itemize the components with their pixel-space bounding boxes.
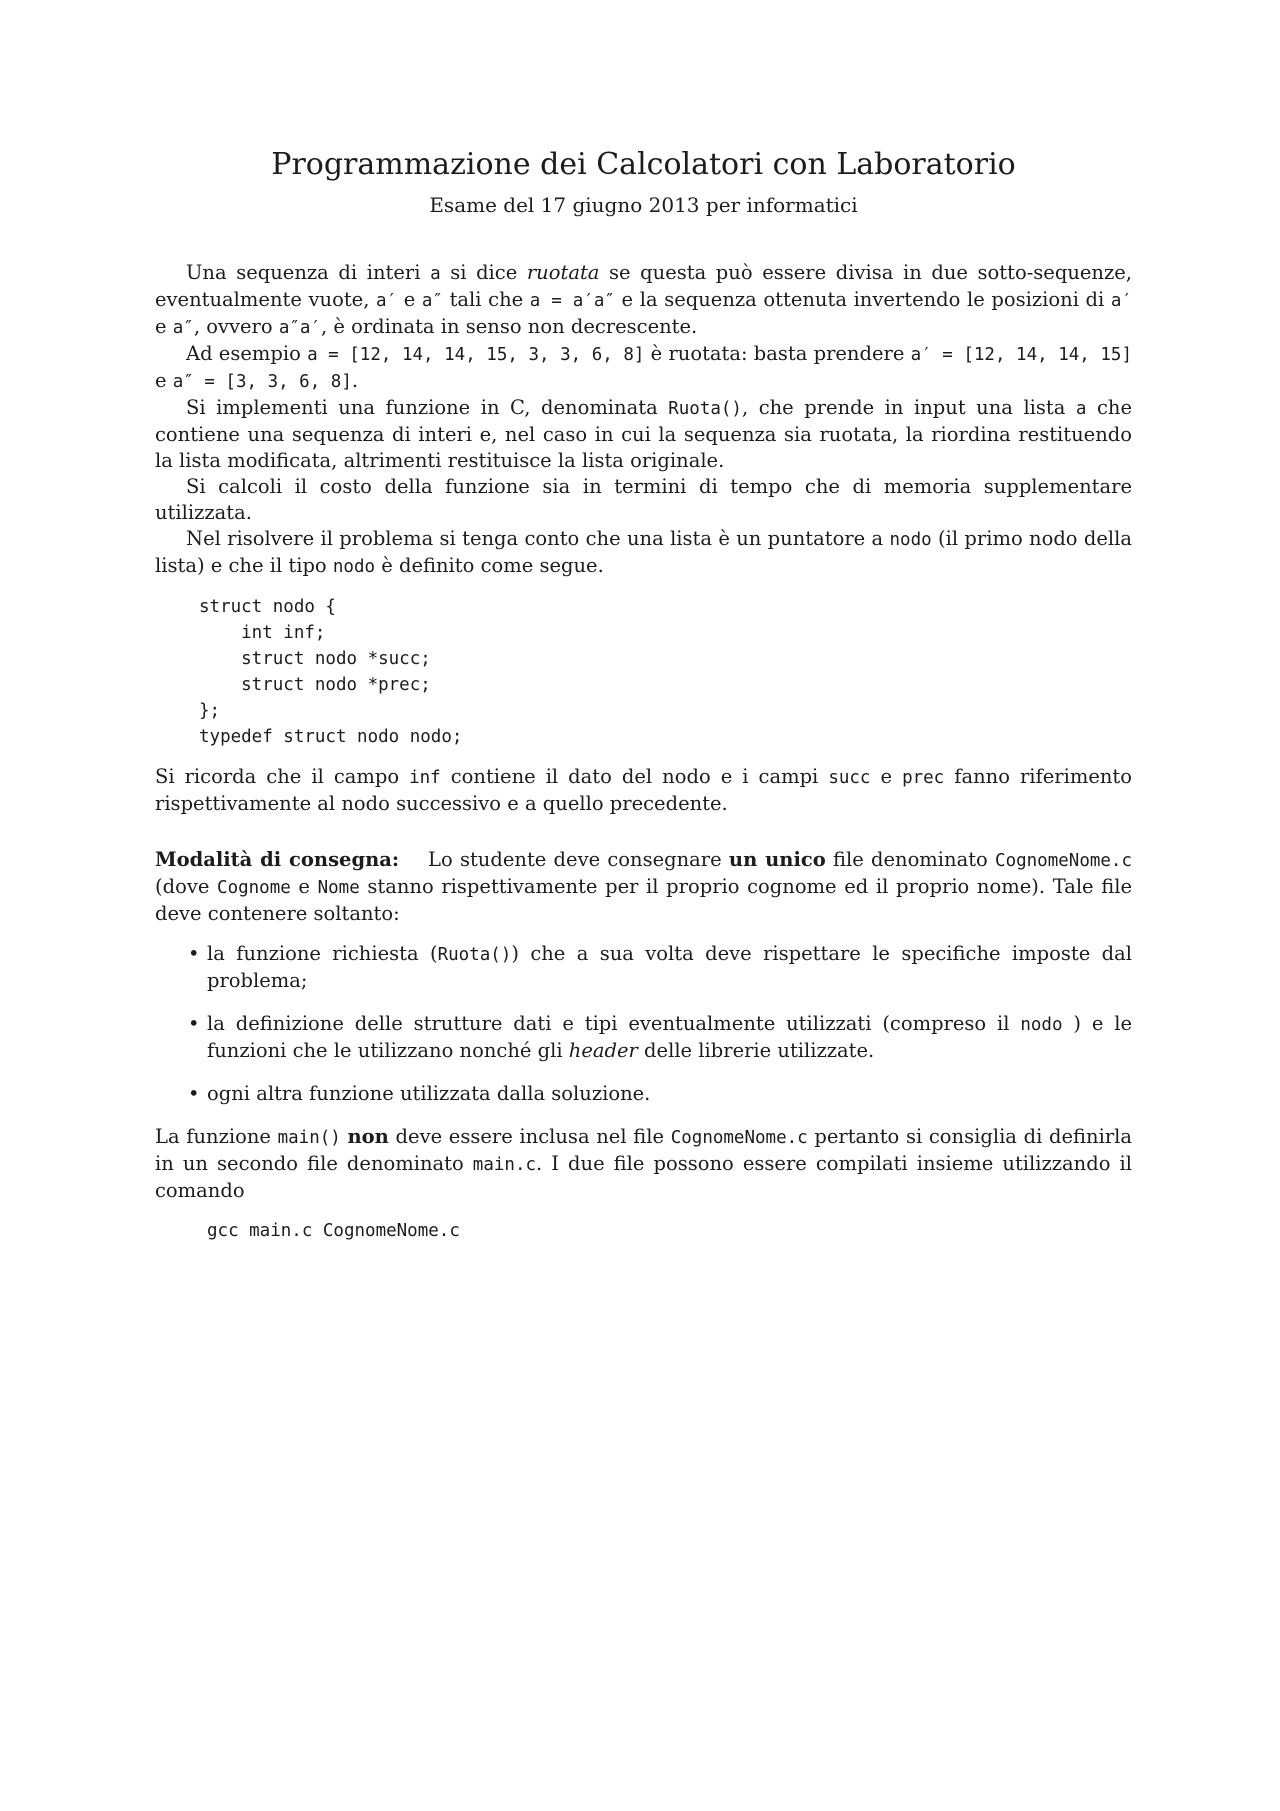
text: Una sequenza di interi [186,261,431,284]
code-main-file: main.c [472,1155,537,1175]
text: stanno rispettivamente per il proprio cognome ed il proprio nome). Tale file deve contenere soltanto: [155,875,1133,925]
code-function-name: Ruota() [437,945,512,965]
text: e [870,765,903,788]
list-item [155,1011,1132,1064]
text: (il primo nodo della lista) e che il tipo [155,527,1133,577]
code-filename: CognomeNome.c [670,1128,808,1148]
emphasis-header: header [568,1039,638,1062]
paragraph-fields [155,764,1132,817]
text: e la sequenza ottenuta invertendo le posizioni di [614,288,1111,311]
math-example-a-second: a″ = [3, 3, 6, 8] [172,372,352,392]
code-filename: CognomeNome.c [995,851,1132,871]
math-example-a: a = [12, 14, 14, 15, 3, 3, 6, 8] [307,345,645,365]
section-heading: Modalità di consegna: [155,848,400,871]
bold-text: non [347,1125,389,1148]
struct-code-block [199,594,1132,750]
math-example-a-prime: a′ = [12, 14, 14, 15] [910,345,1132,365]
code-var-a-prime: a′ [1110,291,1132,311]
list-item [155,941,1132,994]
list-item [155,1081,1132,1107]
requirements-list [155,941,1132,1107]
code-field-prec: prec [902,768,945,788]
text: Lo studente deve consegnare [428,848,729,871]
code-var-a-second: a″ [421,291,443,311]
compile-command: gcc main.c CognomeNome.c [207,1221,460,1241]
code-type-nodo: nodo [1020,1015,1063,1035]
code-type-nodo: nodo [332,557,376,577]
paragraph-delivery [155,847,1132,927]
paragraph-task [155,395,1132,474]
text: file denominato [825,848,996,871]
text: Ad esempio [186,342,308,365]
code-main: main() [277,1128,341,1148]
paragraph-list-def [155,526,1132,580]
emphasis-ruotata: ruotata [526,261,600,284]
text: Si ricorda che il campo [155,765,410,788]
text: e [290,875,318,898]
text: si dice [440,261,527,284]
code-var-a-second: a″ [172,318,194,338]
code-var-a-prime: a′ [376,291,398,311]
text: Nel risolvere il problema si tenga conto che una lista è un puntatore a [186,527,890,550]
code-var-a: a [1075,399,1087,419]
delivery-section [155,847,1132,1244]
text: tali che [442,288,530,311]
code-type-nodo: nodo [889,530,932,550]
text: La funzione [155,1125,278,1148]
code-field-inf: inf [409,768,441,788]
code-field-succ: succ [828,768,871,788]
document-subtitle: Esame del 17 giugno 2013 per informatici [429,193,858,217]
text: è ruotata: basta prendere [644,342,911,365]
text: . I due file possono essere compilati insieme utilizzando il comando [155,1152,1132,1202]
code-nome: Nome [317,878,360,898]
text: la funzione richiesta ( [207,942,438,965]
text: e [155,315,173,338]
code-line: int inf; [199,623,326,643]
paragraph-main-note [155,1124,1132,1204]
code-line: struct nodo { [199,597,336,617]
math-equation: a = a′a″ [529,291,615,311]
text: ) che a sua volta deve rispettare le specifiche imposte dal problema; [207,942,1132,992]
text: e [155,369,173,392]
text: . [351,369,359,392]
code-line: }; [199,701,221,721]
text: la definizione delle strutture dati e tipi eventualmente utilizzati (compreso il [207,1012,1021,1035]
text: , che prende in input una lista [741,396,1076,419]
text: se questa può essere divisa in due sotto-sequenze, eventualmente vuote, [155,261,1132,311]
code-line: struct nodo *succ; [199,649,431,669]
text: , ovvero [193,315,279,338]
code-cognome: Cognome [217,878,291,898]
paragraph-cost: Si calcoli il costo della funzione sia in termini di tempo che di memoria supplementare utilizzata. [155,475,1132,524]
bullet-icon: • [188,1082,200,1105]
text: che contiene una sequenza di interi e, nel caso in cui la sequenza sia ruotata, la riordina restituendo la lista modificata, altrimenti restituisce la lista originale. [155,396,1132,472]
problem-statement [155,260,1132,580]
text: ogni altra funzione utilizzata dalla soluzione. [207,1082,651,1105]
code-function-name: Ruota() [668,399,742,419]
text: delle librerie utilizzate. [637,1039,875,1062]
document-title: Programmazione dei Calcolatori con Laboratorio [271,147,1016,182]
code-var-a: a [430,264,441,284]
text: Si implementi una funzione in C, denominata [186,396,669,419]
text: e [397,288,422,311]
text [341,1125,348,1148]
math-swap: a″a′ [278,318,321,338]
text: deve essere inclusa nel file [388,1125,671,1148]
text: è definito come segue. [375,554,604,577]
bold-text: un unico [728,848,826,871]
text: , è ordinata in senso non decrescente. [320,315,698,338]
text: fanno riferimento rispettivamente al nodo successivo e a quello precedente. [155,765,1132,815]
code-line: struct nodo *prec; [199,675,431,695]
bullet-icon: • [188,1012,200,1035]
text: (dove [155,875,218,898]
document-page [155,0,1132,1244]
text: ) e le funzioni che le utilizzano nonché gli [207,1012,1133,1062]
paragraph-example [155,341,1132,395]
paragraph-definition [155,260,1132,341]
code-line: typedef struct nodo nodo; [199,727,463,747]
text: pertanto si consiglia di definirla in un secondo file denominato [155,1125,1133,1175]
bullet-icon: • [188,942,200,965]
text: contiene il dato del nodo e i campi [440,765,829,788]
